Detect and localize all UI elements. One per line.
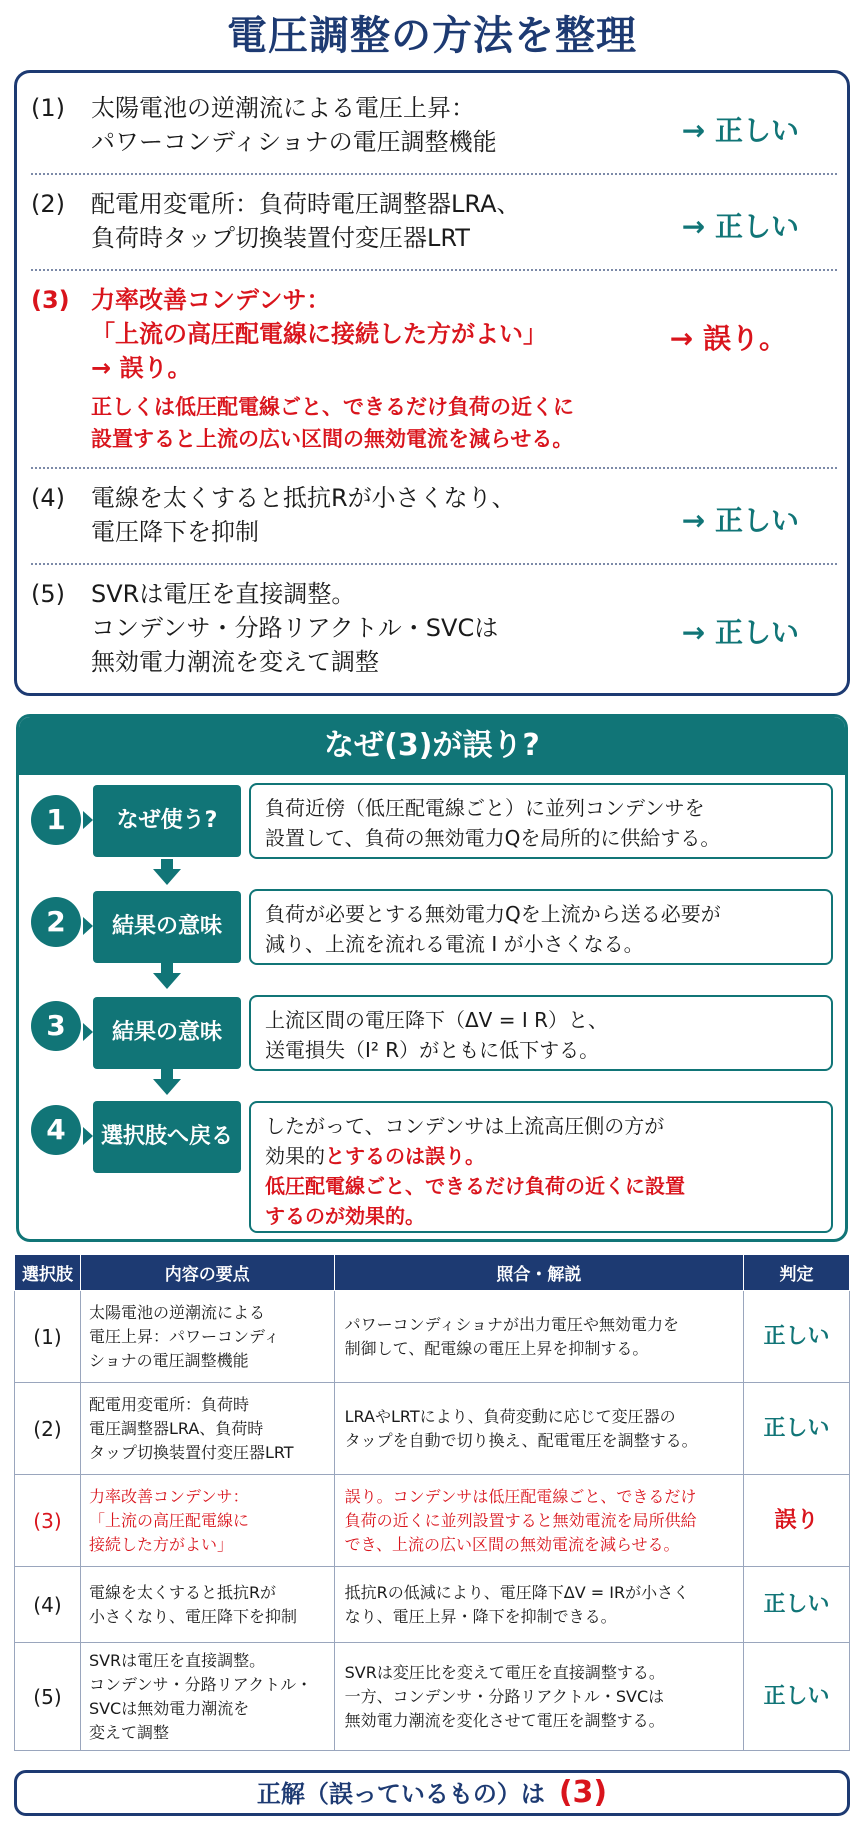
option-text-line: 電圧降下を抑制 [91,518,259,546]
cell-judgement: 正しい [744,1567,850,1643]
step-text-line: 減り、上流を流れる電流 I が小さくなる。 [265,932,644,956]
option-verdict: → 正しい [681,210,799,243]
answer-value: (3) [558,1775,608,1810]
step-text-box [249,1101,833,1233]
cell-option: (5) [15,1643,81,1751]
cell-line: 電線を太くすると抵抗Rが [88,1582,277,1602]
column-header: 判定 [744,1255,850,1291]
correction-note: 正しくは低圧配電線ごと、できるだけ負荷の近くに [91,395,574,419]
cell-judgement: 誤り [744,1475,850,1567]
cell-line: ショナの電圧調整機能 [88,1350,249,1370]
step-text-emphasis: 低圧配電線ごと、できるだけ負荷の近くに設置 [265,1174,685,1198]
step-text-box [249,995,833,1071]
column-header: 照合・解説 [334,1255,743,1291]
cell-line: SVRは変圧比を変えて電圧を直接調整する。 [344,1662,665,1682]
step-label: 選択肢へ戻る [93,1101,241,1173]
cell-line: パワーコンディショナが出力電圧や無効電力を [344,1314,680,1334]
cell-line: 一方、コンデンサ・分路リアクトル・SVCは [344,1686,665,1706]
step-pointer-icon [83,811,93,829]
step-pointer-icon [83,1127,93,1145]
cell-line: SVCは無効電力潮流を [88,1698,250,1718]
step-text-line: 送電損失（I² R）がともに低下する。 [265,1038,600,1062]
cell-line: 抵抗Rの低減により、電圧降下ΔV = IRが小さく [344,1582,690,1602]
step-text-box [249,783,833,859]
cell-line: 無効電力潮流を変化させて電圧を調整する。 [344,1710,665,1730]
cell-point [80,1383,334,1475]
cell-line: 電圧上昇：パワーコンディ [88,1326,280,1346]
column-header: 選択肢 [15,1255,81,1291]
answer-bar [14,1770,850,1816]
option-number: (3) [31,286,70,314]
step-text-emphasis: するのが効果的。 [265,1204,425,1228]
summary-table [14,1254,850,1751]
cell-line: 制御して、配電線の電圧上昇を抑制する。 [344,1338,649,1358]
cell-option: (3) [15,1475,81,1567]
step-number-4: 4 [31,1105,81,1155]
option-text-line: コンデンサ・分路リアクトル・SVCは [91,614,499,642]
cell-line: 配電用変電所：負荷時 [88,1394,249,1414]
down-arrow-icon [153,1079,181,1095]
cell-line: なり、電圧上昇・降下を抑制できる。 [344,1606,617,1626]
step-text-box [249,889,833,965]
cell-line: 電圧調整器LRA、負荷時 [88,1418,264,1438]
option-item-2 [31,187,829,263]
option-verdict: → 正しい [681,504,799,537]
cell-option: (4) [15,1567,81,1643]
dotted-divider [31,173,837,175]
cell-line: 変えて調整 [88,1722,169,1742]
step-text-line: 負荷が必要とする無効電力Qを上流から送る必要が [265,902,721,926]
cell-option: (2) [15,1383,81,1475]
step-number-2: 2 [31,897,81,947]
table-row [15,1475,850,1567]
down-arrow-icon [153,973,181,989]
option-verdict: → 誤り。 [669,322,787,355]
option-list-box [14,70,850,696]
option-item-5 [31,577,829,687]
option-item-1 [31,91,829,167]
step-label: 結果の意味 [93,997,241,1069]
cell-line: タップを自動で切り換え、配電電圧を調整する。 [344,1430,698,1450]
cell-explanation [334,1383,743,1475]
option-item-4 [31,481,829,557]
step-number-3: 3 [31,1001,81,1051]
cell-line: コンデンサ・分路リアクトル・ [88,1674,313,1694]
page-title: 電圧調整の方法を整理 [227,13,637,59]
step-text-line: したがって、コンデンサは上流高圧側の方が [265,1114,665,1138]
cell-point [80,1475,334,1567]
step-pointer-icon [83,1023,93,1041]
down-arrow-icon [153,869,181,885]
cell-judgement: 正しい [744,1643,850,1751]
step-text-line: 負荷近傍（低圧配電線ごと）に並列コンデンサを [265,796,705,820]
cell-point [80,1567,334,1643]
step-number-1: 1 [31,795,81,845]
table-row [15,1643,850,1751]
answer-label: 正解（誤っているもの）は [256,1780,545,1808]
cell-judgement: 正しい [744,1383,850,1475]
dotted-divider [31,269,837,271]
table-row [15,1567,850,1643]
down-arrow-stem [161,963,173,973]
cell-line: 負荷の近くに並列設置すると無効電流を局所供給 [344,1510,697,1530]
option-text-line: 太陽電池の逆潮流による電圧上昇： [91,94,475,122]
option-number: (4) [31,484,65,512]
option-text-line: 負荷時タップ切換装置付変圧器LRT [91,224,470,252]
why-explanation-box [16,714,848,1242]
down-arrow-stem [161,859,173,869]
dotted-divider [31,467,837,469]
cell-point [80,1643,334,1751]
step-pointer-icon [83,917,93,935]
down-arrow-stem [161,1069,173,1079]
step-text-fragment: 効果的 [265,1144,325,1168]
step-text-line [265,1141,817,1171]
cell-line: 誤り。コンデンサは低圧配電線ごと、できるだけ [344,1486,697,1506]
cell-line: 力率改善コンデンサ： [88,1486,249,1506]
option-text-line: 配電用変電所：負荷時電圧調整器LRA、 [91,190,521,218]
cell-line: 太陽電池の逆潮流による [88,1302,265,1322]
option-text-line: パワーコンディショナの電圧調整機能 [91,128,497,156]
option-item-3 [31,283,829,459]
cell-line: でき、上流の広い区間の無効電流を減らせる。 [344,1534,680,1554]
option-number: (1) [31,94,65,122]
step-text-emphasis: とするのは誤り。 [325,1144,485,1168]
cell-explanation [334,1643,743,1751]
cell-judgement: 正しい [744,1291,850,1383]
option-text-line: 「上流の高圧配電線に接続した方がよい」 [91,320,547,348]
step-label: 結果の意味 [93,891,241,963]
cell-line: 「上流の高圧配電線に [88,1510,249,1530]
option-verdict: → 正しい [681,616,799,649]
option-text-line: SVRは電圧を直接調整。 [91,580,356,608]
cell-line: LRAやLRTにより、負荷変動に応じて変圧器の [344,1406,676,1426]
table-row [15,1291,850,1383]
cell-line: タップ切換装置付変圧器LRT [88,1442,294,1462]
cell-line: SVRは電圧を直接調整。 [88,1650,266,1670]
correction-note: 設置すると上流の広い区間の無効電流を減らせる。 [91,427,574,451]
option-verdict: → 正しい [681,114,799,147]
table-row [15,1383,850,1475]
step-label: なぜ使う? [93,785,241,857]
dotted-divider [31,563,837,565]
option-number: (5) [31,580,65,608]
option-text-line: 無効電力潮流を変えて調整 [91,648,379,676]
cell-explanation [334,1291,743,1383]
cell-explanation [334,1567,743,1643]
step-text-line: 上流区間の電圧降下（ΔV = I R）と、 [265,1008,608,1032]
option-text-line: 力率改善コンデンサ： [91,286,331,314]
cell-explanation [334,1475,743,1567]
step-text-line: 設置して、負荷の無効電力Qを局所的に供給する。 [265,826,721,850]
cell-line: 接続した方がよい」 [88,1534,233,1554]
cell-option: (1) [15,1291,81,1383]
cell-point [80,1291,334,1383]
option-number: (2) [31,190,65,218]
table-header-row [15,1255,850,1291]
option-text-line: 電線を太くすると抵抗Rが小さくなり、 [91,484,516,512]
option-text-line: → 誤り。 [91,354,192,382]
why-header: なぜ(3)が誤り? [19,717,845,775]
cell-line: 小さくなり、電圧降下を抑制 [88,1606,297,1626]
column-header: 内容の要点 [80,1255,334,1291]
